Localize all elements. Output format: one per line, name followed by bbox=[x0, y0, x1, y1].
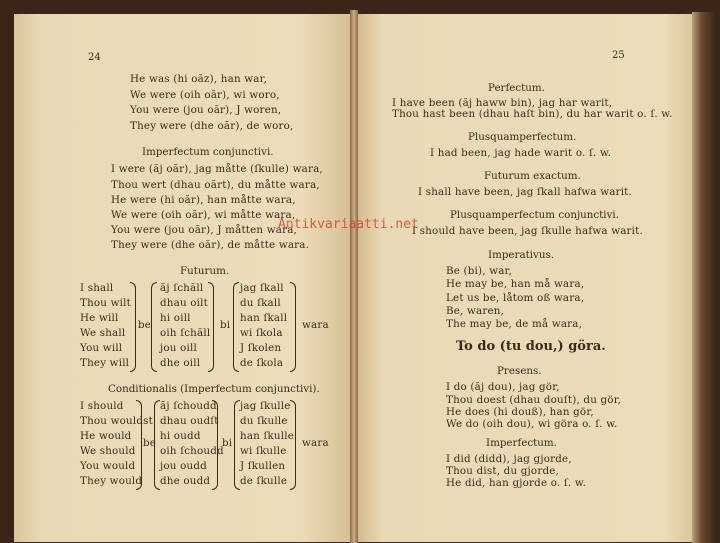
section-heading: Imperativus. bbox=[488, 249, 555, 261]
brace bbox=[151, 282, 157, 372]
table-cell: We should bbox=[80, 445, 136, 457]
table-cell: I shall bbox=[80, 282, 114, 294]
text-line: I should have been, jag ſkulle hafwa warit. bbox=[412, 225, 643, 237]
text-line: Thou hast been (dhau haſt bin), du har warit o. ſ. w. bbox=[392, 108, 673, 120]
table-cell: dhe oill bbox=[160, 357, 201, 369]
table-cell: han ſkall bbox=[240, 312, 288, 324]
brace bbox=[136, 400, 142, 490]
text-line: Be, waren, bbox=[446, 305, 505, 317]
text-line: Thou wert (dhau oărt), du måtte wara, bbox=[111, 179, 320, 191]
text-line: Be (bi), war, bbox=[446, 265, 513, 277]
table-cell: du ſkall bbox=[240, 297, 281, 309]
section-heading: Futurum. bbox=[180, 265, 230, 277]
section-heading: Plusquamperfectum conjunctivi. bbox=[450, 209, 619, 221]
table-cell: jou oill bbox=[160, 342, 197, 354]
table-cell: dhau oudſt bbox=[160, 415, 219, 427]
table-cell: bi bbox=[222, 437, 233, 449]
text-line: He was (hi oăz), han war, bbox=[130, 73, 268, 85]
text-line: I did (didd), jag gjorde, bbox=[446, 453, 572, 465]
brace bbox=[290, 282, 296, 372]
table-cell: han ſkulle bbox=[240, 430, 295, 442]
text-line: They were (dhe oăr), de måtte wara. bbox=[111, 239, 310, 251]
text-line: The may be, de må wara, bbox=[446, 318, 583, 330]
table-cell: jag ſkulle bbox=[240, 400, 291, 412]
book-spine bbox=[350, 10, 358, 543]
table-cell: ăj ſchăll bbox=[160, 282, 204, 294]
table-cell: du ſkulle bbox=[240, 415, 288, 427]
section-heading: Conditionalis (Imperfectum conjunctivi). bbox=[108, 383, 320, 395]
text-line: Let us be, låtom oß wara, bbox=[446, 292, 585, 304]
text-line: They were (dhe oăr), de woro, bbox=[130, 120, 294, 132]
table-cell: We shall bbox=[80, 327, 126, 339]
table-cell: They will bbox=[80, 357, 130, 369]
text-line: You were (jou oăr), J måtten wara, bbox=[111, 224, 298, 236]
table-cell: You would bbox=[80, 460, 136, 472]
text-line: He may be, han må wara, bbox=[446, 278, 585, 290]
table-cell: dhau oilt bbox=[160, 297, 208, 309]
brace bbox=[212, 400, 218, 490]
table-cell: hi oill bbox=[160, 312, 191, 324]
text-line: I shall have been, jag ſkall hafwa warit. bbox=[418, 186, 632, 198]
text-line: I had been, jag hade warit o. ſ. w. bbox=[430, 147, 612, 159]
table-cell: de ſkola bbox=[240, 357, 284, 369]
page-number-right: 25 bbox=[612, 50, 625, 61]
brace bbox=[130, 282, 136, 372]
text-line: Thou doest (dhau douſt), du gör, bbox=[446, 394, 622, 406]
table-cell: oih ſchoudd bbox=[160, 445, 224, 457]
table-cell: He will bbox=[80, 312, 119, 324]
table-cell: wi ſkola bbox=[240, 327, 283, 339]
table-cell: oih ſchăll bbox=[160, 327, 211, 339]
text-line: I do (ăj dou), jag gör, bbox=[446, 381, 560, 393]
section-title: To do (tu dou,) göra. bbox=[456, 339, 606, 354]
text-line: He did, han gjorde o. ſ. w. bbox=[446, 477, 587, 489]
text-line: We were (oih oăr), wi måtte wara, bbox=[111, 209, 296, 221]
brace bbox=[290, 400, 296, 490]
table-cell: J ſkolen bbox=[240, 342, 282, 354]
table-cell: They would bbox=[80, 475, 143, 487]
text-line: I have been (ăj haww bin), jag har warit, bbox=[392, 97, 613, 109]
table-cell: Thou wilt bbox=[80, 297, 131, 309]
text-line: He were (hi oăr), han måtte wara, bbox=[111, 194, 296, 206]
text-line: He does (hi douß), han gör, bbox=[446, 406, 594, 418]
table-cell: I should bbox=[80, 400, 124, 412]
section-heading: Imperfectum conjunctivi. bbox=[142, 146, 274, 158]
section-heading: Plusquamperfectum. bbox=[468, 131, 577, 143]
brace bbox=[208, 282, 214, 372]
table-cell: bi bbox=[220, 319, 231, 331]
text-line: We do (oih dou), wi göra o. ſ. w. bbox=[446, 418, 618, 430]
text-line: Thou dist, du gjorde, bbox=[446, 465, 560, 477]
page-number-left: 24 bbox=[88, 52, 101, 63]
table-cell: jag ſkall bbox=[240, 282, 284, 294]
table-cell: Thou wouldst bbox=[80, 415, 153, 427]
section-heading: Perfectum. bbox=[488, 82, 545, 94]
text-line: You were (jou oăr), J woren, bbox=[130, 104, 282, 116]
table-cell: He would bbox=[80, 430, 132, 442]
table-cell: dhe oudd bbox=[160, 475, 211, 487]
table-cell: J ſkullen bbox=[240, 460, 286, 472]
table-cell: hi oudd bbox=[160, 430, 201, 442]
table-cell: wara bbox=[302, 437, 329, 449]
watermark: Antikvariaatti.net bbox=[278, 217, 419, 232]
table-cell: ăj ſchoudd bbox=[160, 400, 217, 412]
table-cell: wara bbox=[302, 319, 329, 331]
table-cell: de ſkulle bbox=[240, 475, 288, 487]
text-line: We were (oih oăr), wi woro, bbox=[130, 89, 280, 101]
section-heading: Futurum exactum. bbox=[484, 170, 581, 182]
brace bbox=[233, 282, 239, 372]
table-cell: You will bbox=[80, 342, 123, 354]
table-cell: be bbox=[143, 437, 157, 449]
section-heading: Presens. bbox=[497, 365, 542, 377]
table-cell: wi ſkulle bbox=[240, 445, 287, 457]
table-cell: jou oudd bbox=[160, 460, 207, 472]
page-edge bbox=[692, 12, 716, 543]
text-line: I were (ăj oăr), jag måtte (ſkulle) wara, bbox=[111, 163, 323, 175]
section-heading: Imperfectum. bbox=[486, 437, 557, 449]
table-cell: be bbox=[138, 319, 152, 331]
